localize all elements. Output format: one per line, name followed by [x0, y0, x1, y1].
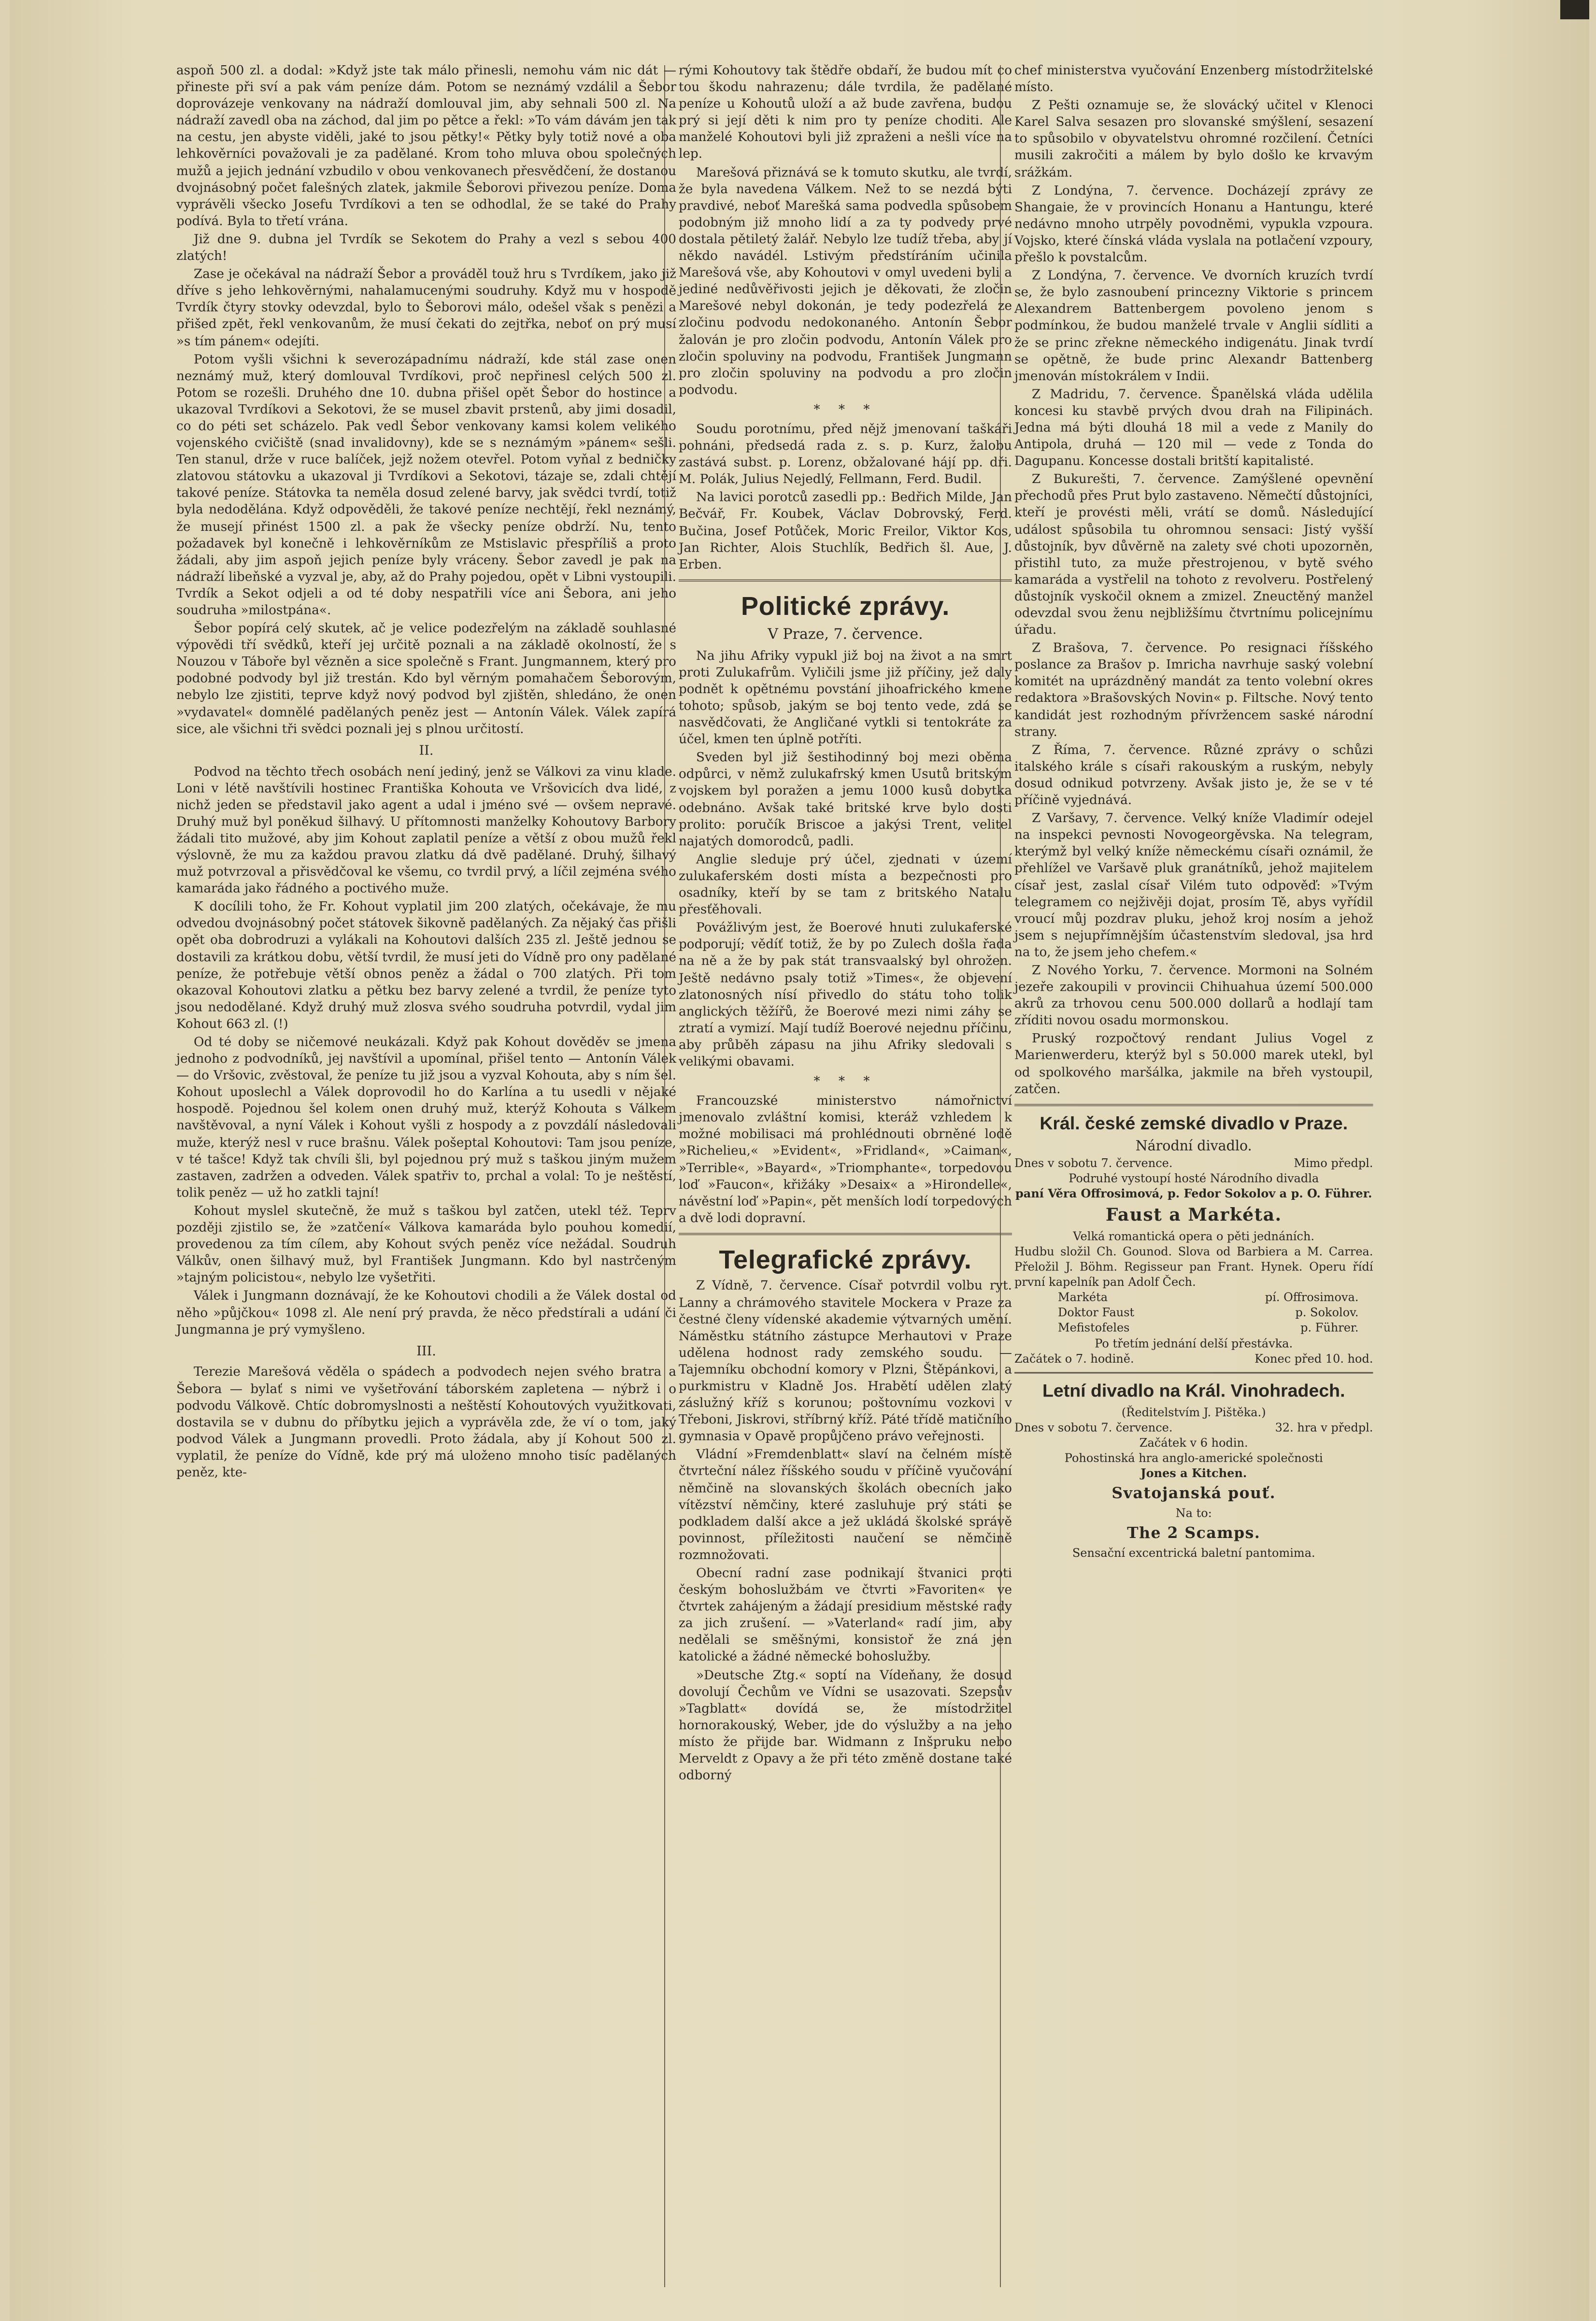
- article-paragraph: Podvod na těchto třech osobách není jediný, jenž se Válkovi za vinu klade. Loni v létě navštívili hostinec Františka Kohouta ve Vršovicích dva lidé, z nichž jeden se představil jako agent a udal i jméno své — ovšem nepravé. Druhý muž byl poněkud šilhavý. U přítomnosti manželky Kohoutovy Barbory žádali tito mužové, aby jim Kohout zaplatil peníze a větší z obou mužů řekl výslovně, že mu za každou pravou zlatku dá dvě padělané. Druhý, šilhavý muž potvrzoval a přisvědčoval ke všemu, co tvrdil prvý, a líčil zejména svého kamaráda jako řádného a poctivého muže.: [176, 764, 676, 897]
- article-paragraph: Šebor popírá celý skutek, ač je velice podezřelým na základě souhlasné výpovědi tří svědků, kteří jej určitě poznali a na základě okolností, že s Nouzou v Táboře byl vězněn a sice společně s Frant. Jungmannem, který pro podobné podvody byl již trestán. Kdo byl věrným pomahačem Šeborovým, nebylo lze zjistiti, teprve když nový podvod byl zjištěn, shledáno, že onen »vydavatel« domnělé padělaných peněz jest — Antonín Válek. Válek zapírá sice, ale všichni tři svědci poznali jej s plnou určitostí.: [176, 621, 676, 737]
- theatre-guest-intro: Pohostinská hra anglo-americké společnosti: [1064, 1451, 1323, 1465]
- article-paragraph: Francouzské ministerstvo námořnictví jmenovalo zvláštní komisi, kteráž vzhledem k možné mobilisaci má prohlédnouti obrněné lodě »Richelieu,« »Evident«, »Fridland«, »Caiman«, »Terrible«, »Bayard«, »Triomphante«, torpedovou loď »Faucon«, křižáky »Desaix« a »Hirondelle«, návěstní loď »Papin«, pět menších lodí torpedových a dvě lodi dopravní.: [679, 1094, 1012, 1226]
- theatre-date: Dnes v sobotu 7. července.: [1014, 1420, 1173, 1435]
- play-title: Faust a Markéta.: [1105, 1204, 1282, 1225]
- theatre-subtitle: Národní divadlo.: [1135, 1138, 1252, 1154]
- section-number: II.: [419, 743, 434, 758]
- theatre-subscription: 32. hra v předpl.: [1275, 1420, 1373, 1435]
- theatre-company: Jones a Kitchen.: [1140, 1466, 1247, 1481]
- article-paragraph: Terezie Marešová věděla o spádech a podvodech nejen svého bratra a Šebora — bylať s nimi ve vyšetřování táborském zapletena — nýbrž i o podvodu Válkově. Chtíc dobromyslnosti a neštěstí Kohoutových využitkovati, dostavila se v dubnu do příbytku jejich a vyprávěla zde, že ví o tom, jaký podvod Válek a Jungmann provedli. Proto žádala, aby jí Kohout 500 zl. vyplatil, že peníze do Vídně, kde prý má uloženo mnoho tisíc padělaných peněz, kte-: [176, 1365, 676, 1480]
- article-paragraph: Z Pešti oznamuje se, že slovácký učitel v Klenoci Karel Salva sesazen pro slovanské smýšlení, sesazení to spůsobilo v obyvatelstvu ohromné rozčilení. Četníci musili zakročiti a málem by bylo došlo ke krvavým srážkám.: [1014, 98, 1373, 180]
- separator-stars: * * *: [813, 402, 877, 417]
- theatre-title: Letní divadlo na Král. Vinohradech.: [1042, 1381, 1345, 1401]
- article-paragraph: Obecní radní zase podnikají štvanici proti českým bohoslužbám ve čtvrti »Favoriten« ve čtvrtek zahájeným a žádají presidium městské rady za jich zrušení. — »Vaterland« radí jim, aby nedělali se směšnými, konsistoř že zná jen katolické a žádné německé bohoslužby.: [679, 1566, 1012, 1665]
- section-divider: [679, 579, 1012, 582]
- article-paragraph: »Deutsche Ztg.« soptí na Vídeňany, že dosud dovolují Čechům ve Vídni se usazovati. Szepsův »Tagblatt« dovídá se, že místodržitel hornorakouský, Weber, jde do výslužby a na jeho místo že přijde bar. Widmann z Inšpruku nebo Merveldt z Opavy a že při této změně dostane také odborný: [679, 1668, 1012, 1783]
- article-paragraph: Z Madridu, 7. července. Španělská vláda udělila koncesi ku stavbě prvých dvou drah na Filipinách. Jedna má býti dlouhá 18 mil a vede z Manily do Antipola, druhá — 120 mil — vede z Tonda do Dagupanu. Koncesse dostali britští kapitalisté.: [1014, 387, 1373, 469]
- theatre-director: (Ředitelstvím J. Pištěka.): [1121, 1405, 1266, 1419]
- article-paragraph: Potom vyšli všichni k severozápadnímu nádraží, kde stál zase onen neznámý muž, který domlouval Tvrdíkovi, proč nepřinesl celých 500 zl. Potom se rozešli. Druhého dne 10. dubna přišel opět Šebor do hostince a ukazoval Tvrdíkovi a Sekotovi, že se musel zbavit prstenů, aby jimi dosadil, co do péti set scházelo. Pak vedl Šebor venkovany kamsi kolem velikého vojenského cvičiště (snad invalidovny), kde se s neznámým »pánem« sešli. Ten stanul, drže v ruce balíček, jejž nožem otevřel. Potom vyňal z bedničky zlatovou státovku a ukazoval ji Tvrdíkovi a Sekotovi, tázaje se, zdali chtějí takové peníze. Státovka ta neměla dosud zelené barvy, jak svědci tvrdí, totiž byla nedodělána. Když odpověděli, že takové peníze nechtějí, řekl neznámý, že musejí přinést 1500 zl. a pak že všecky peníze obdrží. Nu, tento požadavek byl konečně i lehkověrníkům ze Mstislavic přespříliš a proto žádali, aby jim aspoň jejich peníze byly vráceny. Šebor zavedl je pak na nádraží libeňské a vyzval je, aby, až do Prahy pojedou, opět v Libni vystoupili. Tvrdík a Sekot odjeli a od té doby nespatřili více ani Šebora, ani jeho soudruha »milostpána«.: [176, 352, 676, 618]
- column-1: [176, 63, 676, 1483]
- play-start: Začátek v 6 hodin.: [1139, 1436, 1248, 1450]
- article-paragraph: Z Říma, 7. července. Různé zprávy o schůzi italského krále s císaři rakouským a ruským, nebyly dosud odnikud potvrzeny. Avšak jisto je, že se v té příčině vyjednává.: [1014, 743, 1373, 808]
- play-genre: Velká romantická opera o pěti jednáních.: [1073, 1229, 1315, 1243]
- article-paragraph: Z Londýna, 7. července. Ve dvorních kruzích tvrdí se, že bylo zasnoubení princezny Viktorie s princem Alexandrem Battenbergem povoleno jenom s podmínkou, že budou manželé trvale v Anglii sídliti a že se princ zřekne německého indigenátu. Jinak tvrdí se opětně, že bude princ Alexandr Battenberg jmenován místokrálem v Indii.: [1014, 269, 1373, 384]
- politics-heading: Politické zprávy.: [741, 591, 950, 621]
- article-paragraph: Pruský rozpočtový rendant Julius Vogel z Marienwerderu, kterýž byl s 50.000 marek utekl, byl od spolkového maršálka, jakmile na břeh vystoupil, zatčen.: [1014, 1032, 1373, 1096]
- theatre-title: Král. české zemské divadlo v Praze.: [1040, 1113, 1348, 1134]
- article-paragraph: Z Brašova, 7. července. Po resignaci říšského poslance za Brašov p. Imricha navrhuje saský volební komitét na uprázdněný mandát za tento volební okres redaktora »Brašovských Novin« p. Filtsche. Nový tento kandidát jest rozhodným přívržencem saské národní strany.: [1014, 641, 1373, 740]
- cast-actor: p. Führer.: [1300, 1321, 1359, 1335]
- theatre-subscription: Mimo předpl.: [1294, 1156, 1373, 1170]
- article-paragraph: Válek i Jungmann doznávají, že ke Kohoutovi chodili a že Válek dostal od něho »půjčkou« 1098 zl. Ale není prý pravda, že něco předstírali a udání či Jungmanna je prý vymyšleno.: [176, 1289, 676, 1337]
- play-start: Začátek o 7. hodině.: [1014, 1352, 1134, 1366]
- play-title: Svatojanská pouť.: [1112, 1483, 1276, 1502]
- separator-stars: * * *: [813, 1074, 877, 1089]
- article-paragraph: K docílili toho, že Fr. Kohout vyplatil jim 200 zlatých, očekávaje, že mu odvedou dvojnásobný počet státovek šikovně padělaných. Za nějaký čas přišli opět oba dobrodruzi a vylákali na Kohoutovi dalších 235 zl. Ještě jednou se dostavili za krátkou dobu, větší tvrdil, že musí jeti do Vídně pro ony padělané peníze, že potřebuje větší obnos peněz a žádal o 700 zlatých. Při tom okazoval Kohoutovi zlatku a pětku bez barvy zelené a tvrdil, že peníze tyto jsou nedodělané. Když druhý muž zlosva svého soudruha potvrdil, vydal jim Kohout 663 zl. (!): [176, 899, 676, 1032]
- article-paragraph: Soudu porotnímu, před nějž jmenovaní taškáři pohnáni, předsedá rada z. s. p. Kurz, žalobu zastává subst. p. Lorenz, obžalované hájí pp. dři. M. Polák, Julius Nejedlý, Fellmann, Ferd. Budil.: [679, 422, 1012, 487]
- cast-row: [1014, 1320, 1373, 1336]
- cast-role: Markéta: [1058, 1290, 1108, 1304]
- play-times: [1014, 1351, 1373, 1367]
- article-paragraph: Kohout myslel skutečně, že muž s taškou byl zatčen, utekl též. Teprv později zjistilo se, že »zatčení« Válkova kamaráda bylo pouhou komedií, provedenou za tím cílem, aby Kohout svých peněz více nežádal. Soudruh Válkův, onen šilhavý muž, byl František Jungmann. Kdo byl nastrčeným »tajným policistou«, nebylo lze vyšetřiti.: [176, 1204, 676, 1285]
- article-paragraph: Vládní »Fremdenblatt« slaví na čelném místě čtvrteční nález říšského soudu v příčině vyučování němčině na slovanských školách obecních jako vítězství němčiny, které zasluhuje prý státi se podkladem další akce a jež ukládá školské správě povinnost, příležitosti naučení se němčině rozmnožovati.: [679, 1448, 1012, 1563]
- column-2: [679, 63, 1012, 1786]
- article-paragraph: rými Kohoutovy tak štědře obdaří, že budou mít co tou škodu nahrazenu; dále tvrdila, že padělané peníze u Kohoutů uloží a až bude zavřena, budou prý si její děti k nim pro ty peníze choditi. Ale manželé Kohoutovi byli již zpraženi a nešli více na lep.: [679, 63, 1012, 162]
- article-paragraph: Od té doby se ničemové neukázali. Když pak Kohout dověděv se jmena jednoho z podvodníků, jej navštívil a upomínal, přišel tento — Antonín Válek — do Vršovic, zvěstoval, že peníze tu již jsou a vyzval Kohouta, aby s ním šel. Kohout uposlechl a Válek doprovodil ho do Karlína a tu usedli v nějaké hospodě. Pojednou šel kolem onen druhý muž, kterýž Kohouta s Válkem navštěvoval, a nyní Válek i Kohout vyšli z hospody a z povzdálí následovali muže, kterýž nesl v ruce brašnu. Válek pošeptal Kohoutovi: Tam jsou peníze, v té tašce! Když tak chvíli šli, byl pojednou prý muž s taškou jiným mužem zastaven, zadržen a odveden. Válek spatřiv to, prchal a volal: To je neštěstí, tolik peněz — už ho zatkli tajní!: [176, 1035, 676, 1200]
- article-paragraph: Již dne 9. dubna jel Tvrdík se Sekotem do Prahy a vezl s sebou 400 zlatých!: [176, 232, 676, 264]
- play-intermission: Po třetím jednání delší přestávka.: [1095, 1336, 1293, 1350]
- politics-dateline: V Praze, 7. července.: [768, 625, 923, 643]
- article-paragraph: Z Vídně, 7. července. Císař potvrdil volbu ryt. Lanny a chrámového stavitele Mockera v Praze za čestné členy vídenské akademie výtvarných umění. Náměstku státního zástupce Merhautovi v Praze udělena hodnost rady zemského soudu. — Tajemníku obchodní komory v Plzni, Štěpánkovi, a purkmistru v Kladně Jos. Hrabětí udělen zlatý záslužný kříž s korunou; poštovnímu vozkovi v Třeboni, Jiskrovi, stříbrný kříž. Páté třídě matičního gymnasia v Opavě propůjčeno právo veřejnosti.: [679, 1279, 1012, 1444]
- cast-row: [1014, 1290, 1373, 1305]
- cast-role: Doktor Faust: [1058, 1306, 1135, 1320]
- second-show-title: The 2 Scamps.: [1127, 1524, 1261, 1542]
- article-paragraph: Na jihu Afriky vypukl již boj na život a na smrt proti Zulukafrům. Vyličili jsme již příčiny, jež daly podnět k opětnému povstání jihoafrického kmene tohoto; spůsob, jakým se boj tento vede, zdá se nasvědčovati, že Angličané vytkli si tentokráte za účel, kmen ten úplně potříti.: [679, 649, 1012, 747]
- theatre-date: Dnes v sobotu 7. července.: [1014, 1156, 1173, 1170]
- section-divider: [679, 1233, 1012, 1235]
- cast-role: Mefistofeles: [1058, 1321, 1130, 1335]
- section-number: III.: [416, 1343, 436, 1359]
- newspaper-page: [10, 0, 1589, 2321]
- article-paragraph: Povážlivým jest, že Boerové hnuti zulukaferské podporují; vědíť totiž, že by po Zulech došla řada na ně a že by pak stát transvaalský byl ohrožen. Ještě nedávno psaly totiž »Times«, že objevení zlatonosných nísí přivedlo do státu toho tolik anglických těžířů, že Boerové mezi nimi záhy se ztratí a vymizí. Mají tudíž Boerové nejednu příčinu, aby průběh zápasu na jihu Afriky sledovali s velikými obavami.: [679, 921, 1012, 1069]
- cast-actor: pí. Offrosimova.: [1265, 1290, 1359, 1304]
- section-divider: [1014, 1104, 1373, 1106]
- page-corner-mark: [1560, 0, 1589, 19]
- article-paragraph: Z Varšavy, 7. července. Velký kníže Vladimír odejel na inspekci pevnosti Novogeorgěvska. Na telegram, kterýmž byl velký kníže německému císaři oznámil, že přehlížel ve Varšavě pluk granátníků, jehož majitelem císař jest, zaslal císař Vilém tuto odpověď: »Tvým telegramem co nejživěji dojat, prosím Tě, abys vyřídil vroucí můj pozdrav pluku, jehož kroj nosím a jehož jsem s nejupřímnějším účastenstvím sledoval, jsa hrd na to, že jsem jeho chefem.«: [1014, 811, 1373, 960]
- theatre-listing-summer: [1014, 1379, 1373, 1560]
- article-paragraph: Sveden byl již šestihodinný boj mezi oběma odpůrci, v němž zulukafrský kmen Usutů britským vojskem byl poražen a jemu 1000 kusů dobytka odebnáno. Avšak také britské krve bylo dosti prolito: poručík Briscoe a jakýsi Trent, velitel najatých domorodců, padli.: [679, 750, 1012, 849]
- play-end: Konec před 10. hod.: [1254, 1352, 1373, 1366]
- second-show-description: Sensační excentrická baletní pantomima.: [1072, 1546, 1315, 1560]
- article-paragraph: Z Londýna, 7. července. Docházejí zprávy ze Shangaie, že v provincích Honanu a Hantungu, které nedávno mnoho utrpěly povodněmi, vypukla vzpoura. Vojsko, které čínská vláda vyslala na potlačení vzpoury, přešlo k povstalcům.: [1014, 183, 1373, 265]
- article-paragraph: chef ministerstva vyučování Enzenberg místodržitelské místo.: [1014, 63, 1373, 95]
- play-followed-by: Na to:: [1175, 1506, 1212, 1520]
- section-divider: [1014, 1372, 1373, 1373]
- cast-row: [1014, 1305, 1373, 1321]
- article-paragraph: Anglie sleduje prý účel, zjednati v území zulukaferském dosti místa a bezpečnosti pro osadníky, kteří by se tam z britského Natalu přesťěhovali.: [679, 852, 1012, 917]
- theatre-listing-national: [1014, 1112, 1373, 1367]
- theatre-guests: paní Věra Offrosimová, p. Fedor Sokolov a p. O. Führer.: [1015, 1186, 1372, 1201]
- article-paragraph: Marešová přiznává se k tomuto skutku, ale tvrdí, že byla navedena Válkem. Než to se nezdá býti pravdivé, neboť Marešká sama podvedla spůsobem podobným již mnoho lidí a za ty podvedy prvé dostala pětiletý žalář. Nebylo lze tudíž třeba, aby jí někdo navádél. Lstivým předstíráním učinila Marešová vše, aby Kohoutovi v omyl uvedeni byli a jediné nedůvěřivosti jejich je děkovati, že zločin Marešové nebyl dokonán, je tedy podezřelá ze zločinu podvodu nedokonaného. Antonín Šebor žalován je pro zločin podvodu, Antonín Válek pro zločin spoluviny na podvodu, František Jungmann pro zločin spoluviny na podvodu a pro zločin podvodu.: [679, 165, 1012, 398]
- theatre-guests-intro: Podruhé vystoupí hosté Národního divadla: [1069, 1171, 1319, 1185]
- play-credits: Hudbu složil Ch. Gounod. Slova od Barbiera a M. Carrea. Přeložil J. Böhm. Regisseur pan Frant. Hynek. Operu řídí první kapelník pan Adolf Čech.: [1014, 1244, 1373, 1289]
- article-paragraph: Zase je očekával na nádraží Šebor a prováděl touž hru s Tvrdíkem, jako již dříve s jeho lehkověrnými, nahalamucenými soudruhy. Když mu v hospodě Tvrdík čtyry stovky odevzdal, bylo to Šeborovi málo, odešel však s penězi a přišed zpět, řekl venkovanům, že musí čekati do zejtřka, neboť on prý musí »s tím pánem« odejíti.: [176, 267, 676, 349]
- article-paragraph: Na lavici porotců zasedli pp.: Bedřich Milde, Jan Bečvář, Fr. Koubek, Václav Dobrovský, Ferd. Bučina, Josef Potůček, Moric Freilor, Viktor Kos, Jan Richter, Alois Stuchlík, Bedřich šl. Aue, J. Erben.: [679, 490, 1012, 572]
- article-paragraph: Z Nového Yorku, 7. července. Mormoni na Solném jezeře zakoupili v provincii Chihuahua území 500.000 akrů za trhovou cenu 500.000 dollarů a hodlají tam zříditi novou osadu mormonskou.: [1014, 963, 1373, 1028]
- column-3: [1014, 63, 1373, 1560]
- telegraph-heading: Telegrafické zprávy.: [719, 1244, 972, 1274]
- cast-actor: p. Sokolov.: [1295, 1306, 1359, 1320]
- theatre-date-row: [1014, 1420, 1373, 1435]
- article-paragraph: Z Bukurešti, 7. července. Zamýšlené opevnění přechodů přes Prut bylo zastaveno. Němečtí důstojníci, kteří je provésti měli, vrátí se domů. Následující událost spůsobila tu ohromnou sensaci: Jistý vyšší důstojník, byv důvěrně na zalety své choti upozorněn, přistihl tuto, za muže přestrojenou, v bytě svého kamaráda a vystřelil na tohoto z revolveru. Postřelený důstojník vyskočil oknem a zmizel. Zneuctěný manžel odevzdal svou ženu nejbližšímu čtvrtnímu policejnímu úřadu.: [1014, 472, 1373, 638]
- theatre-date-row: [1014, 1155, 1373, 1171]
- article-paragraph: aspoň 500 zl. a dodal: »Když jste tak málo přinesli, nemohu vám nic dát — přineste při sví a pak vám peníze dám. Potom se neznámý vzdálil a Šebor doprovázeje venkovany na nádraží domlouval jim, aby sehnali 500 zl. Na nádraží zavedl oba na záchod, dal jim po pětce a řekl: »To vám dávám jen tak na cestu, jen abyste viděli, jaké to jsou pětky!« Pětky byly totiž nové a oba lehkověrníci považovali je za padělané. Krom toho mluva obou společných mužů a jejich jednání vzbudilo v obou venkovanech přesvědčení, že dostanou dvojnásobný počet falešných zlatek, jakmile Šeborovi přivezou peníze. Doma vyprávěli všecko Josefu Tvrdíkovi a ten se odhodlal, že se také do Prahy podívá. Byla to třetí vrána.: [176, 63, 676, 229]
